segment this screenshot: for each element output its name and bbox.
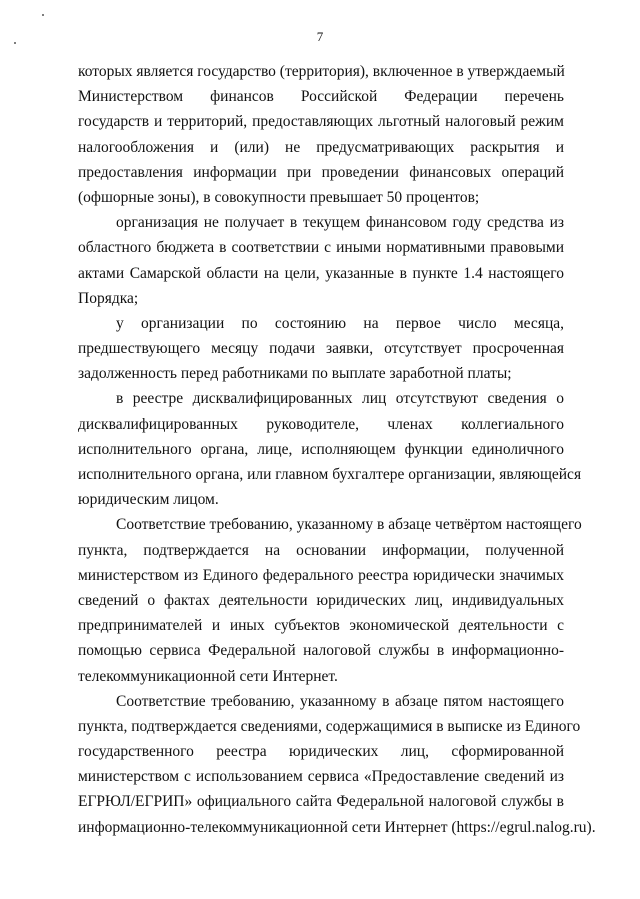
paragraph: [78, 512, 582, 688]
text-line: пункта, подтверждается на основании информации, полученной: [78, 541, 564, 559]
paragraph: [78, 59, 564, 210]
text-line: телекоммуникационной сети Интернет.: [78, 667, 338, 685]
text-line: задолженность перед работниками по выплате заработной платы;: [78, 365, 512, 383]
text-line: государственного реестра юридических лиц, сформированной: [78, 743, 564, 761]
text-line: сведений о фактах деятельности юридических лиц, индивидуальных: [78, 591, 564, 609]
text-line: у организации по состоянию на первое число месяца,: [116, 314, 564, 332]
paragraph: [78, 689, 596, 840]
text-line: Порядка;: [78, 289, 139, 307]
text-line: предоставления информации при проведении финансовых операций: [78, 163, 564, 181]
text-line: помощью сервиса Федеральной налоговой службы в информационно-: [78, 642, 564, 660]
text-line: которых является государство (территория), включенное в утверждаемый: [78, 63, 565, 80]
text-line: предпринимателей и иных субъектов экономической деятельности с: [78, 617, 564, 635]
text-line: Соответствие требованию, указанному в абзаце пятом настоящего: [116, 692, 564, 710]
text-line: в реестре дисквалифицированных лиц отсутствуют сведения о: [116, 390, 564, 408]
text-line: информационно-телекоммуникационной сети Интернет (https://egrul.nalog.ru).: [78, 818, 596, 836]
text-line: государств и территорий, предоставляющих льготный налоговый режим: [78, 113, 564, 131]
paragraph: [78, 311, 564, 387]
text-line: налогообложения и (или) не предусматривающих раскрытия и: [78, 138, 564, 156]
text-line: ЕГРЮЛ/ЕГРИП» официального сайта Федеральной налоговой службы в: [78, 793, 564, 811]
paragraph: [78, 210, 564, 311]
text-line: организация не получает в текущем финансовом году средства из: [116, 214, 564, 232]
text-line: Министерством финансов Российской Федерации перечень: [78, 88, 564, 106]
text-line: министерством из Единого федерального реестра юридически значимых: [78, 566, 564, 584]
document-body: [78, 59, 596, 840]
paragraph: [78, 386, 582, 512]
text-line: исполнительного органа, лице, исполняющем функции единоличного: [78, 440, 564, 458]
text-line: юридическим лицом.: [78, 491, 219, 509]
text-line: областного бюджета в соответствии с иными нормативными правовыми: [78, 239, 564, 257]
text-line: пункта, подтверждается сведениями, содержащимися в выписке из Единого: [78, 717, 581, 735]
scan-speck: [42, 14, 44, 16]
text-line: министерством с использованием сервиса «Предоставление сведений из: [78, 768, 564, 786]
text-line: (офшорные зоны), в совокупности превышает 50 процентов;: [78, 188, 480, 206]
text-line: исполнительного органа, или главном бухгалтере организации, являющейся: [78, 466, 582, 483]
text-line: предшествующего месяцу подачи заявки, отсутствует просроченная: [78, 340, 564, 358]
text-line: актами Самарской области на цели, указанные в пункте 1.4 настоящего: [78, 264, 564, 282]
text-line: Соответствие требованию, указанному в абзаце четвёртом настоящего: [116, 516, 582, 534]
text-line: дисквалифицированных руководителе, членах коллегиального: [78, 415, 564, 433]
page-number: 7: [316, 29, 324, 44]
